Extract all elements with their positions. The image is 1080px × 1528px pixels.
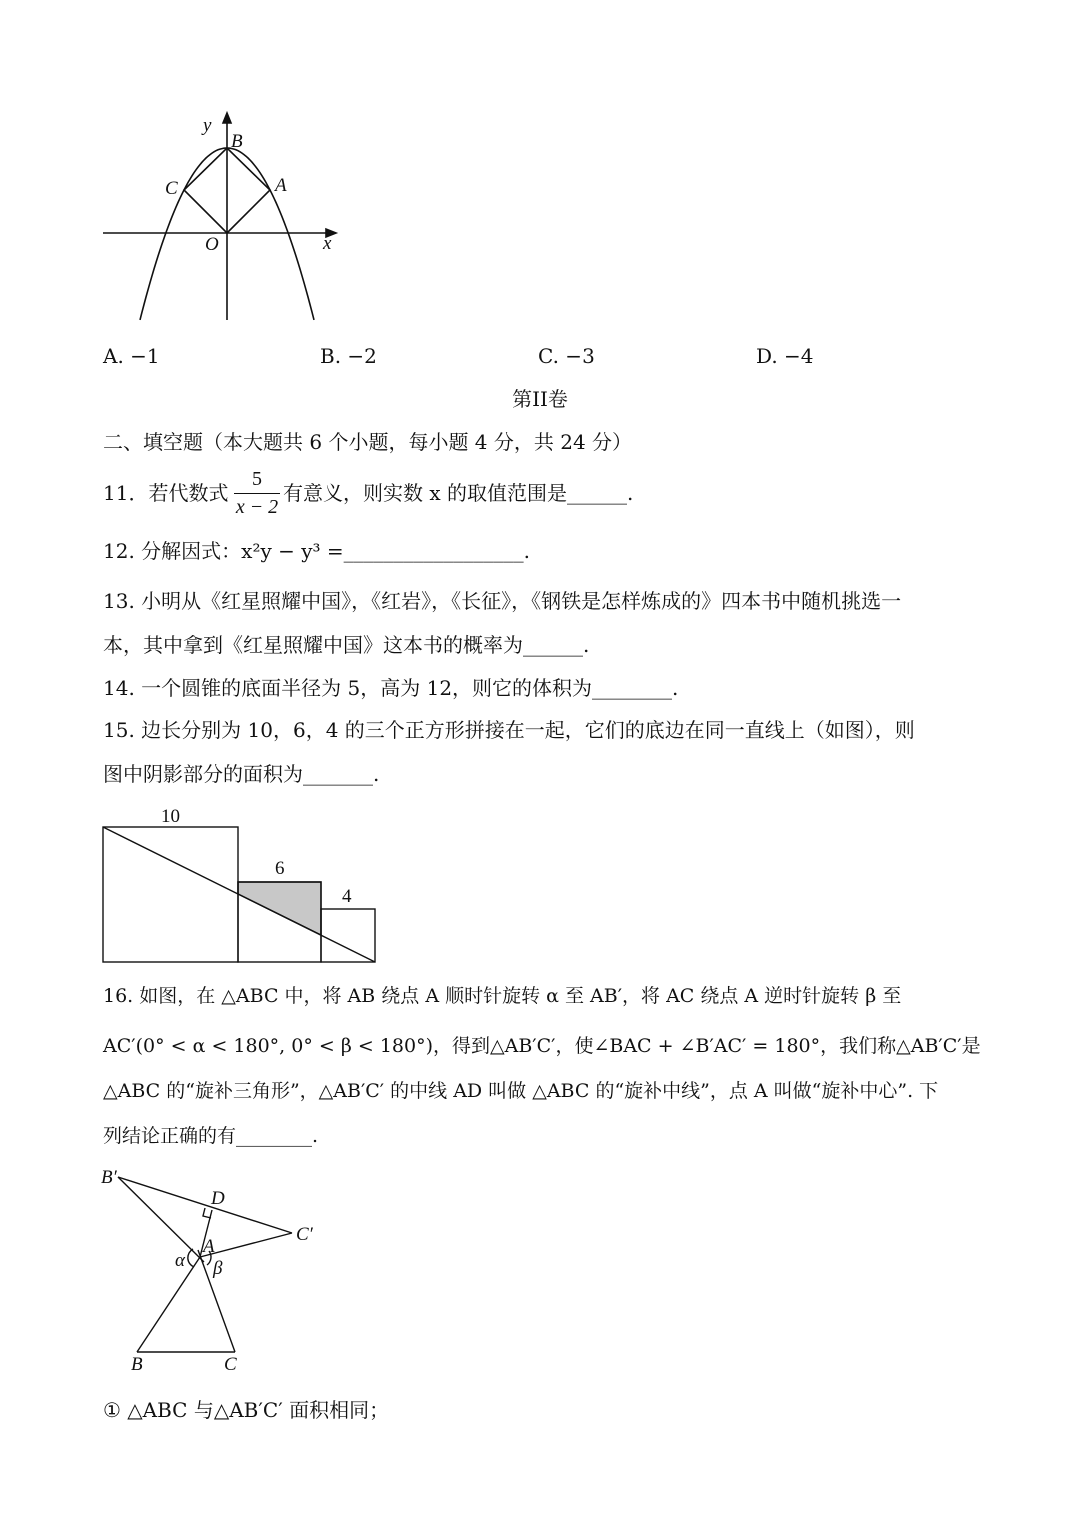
label-B: B bbox=[131, 1354, 143, 1375]
question-13-line-1: 13. 小明从《红星照耀中国》，《红岩》，《长征》，《钢铁是怎样炼成的》四本书中随机挑选一 bbox=[103, 589, 902, 613]
segment-B1C1 bbox=[118, 1177, 292, 1233]
question-12: 12. 分解因式：x²y − y³ =__________________. bbox=[103, 539, 531, 563]
label-y: y bbox=[203, 115, 212, 136]
label-4: 4 bbox=[342, 886, 352, 907]
question-15-line-2: 图中阴影部分的面积为_______. bbox=[103, 762, 380, 786]
question-16-line-4: 列结论正确的有________. bbox=[103, 1125, 319, 1147]
y-axis-arrow bbox=[223, 113, 231, 123]
q11-denominator: x − 2 bbox=[235, 496, 279, 518]
q11-numerator: 5 bbox=[234, 468, 280, 494]
option-b: B. −2 bbox=[320, 344, 377, 368]
question-16-line-2: AC′(0° < α < 180°, 0° < β < 180°)，得到△AB′C′，使∠BAC + ∠B′AC′ = 180°，我们称△AB′C′是 bbox=[103, 1035, 981, 1057]
option-a: A. −1 bbox=[103, 344, 160, 368]
parabola-figure bbox=[103, 113, 336, 320]
shaded-region bbox=[238, 882, 321, 935]
label-C-prime: C′ bbox=[296, 1224, 313, 1245]
label-D: D bbox=[211, 1188, 225, 1209]
label-A: A bbox=[203, 1236, 215, 1257]
section-header: 二、填空题（本大题共 6 个小题，每小题 4 分，共 24 分） bbox=[103, 430, 633, 454]
diagonal-line bbox=[103, 827, 375, 962]
label-C: C bbox=[224, 1354, 237, 1375]
q11-suffix: 有意义，则实数 x 的取值范围是______. bbox=[283, 481, 634, 505]
q11-prefix: 11．若代数式 bbox=[103, 481, 229, 505]
segment-AB bbox=[137, 1257, 200, 1352]
q11-fraction bbox=[234, 468, 280, 519]
label-C: C bbox=[165, 178, 178, 199]
question-13-line-2: 本，其中拿到《红星照耀中国》这本书的概率为______. bbox=[103, 633, 590, 657]
triangle-figure bbox=[118, 1177, 292, 1352]
label-B-prime: B′ bbox=[101, 1167, 117, 1188]
question-15-line-1: 15. 边长分别为 10，6，4 的三个正方形拼接在一起，它们的底边在同一直线上（如图），则 bbox=[103, 718, 915, 742]
option-d: D. −4 bbox=[756, 344, 814, 368]
label-A: A bbox=[275, 175, 287, 196]
section-title: 第II卷 bbox=[512, 387, 568, 411]
label-10: 10 bbox=[161, 806, 180, 827]
question-14: 14. 一个圆锥的底面半径为 5，高为 12，则它的体积为________. bbox=[103, 676, 679, 700]
label-x: x bbox=[323, 233, 332, 254]
question-16-line-1: 16. 如图，在 △ABC 中，将 AB 绕点 A 顺时针旋转 α 至 AB′，将 AC 绕点 A 逆时针旋转 β 至 bbox=[103, 985, 902, 1007]
square-4 bbox=[321, 909, 375, 962]
option-c: C. −3 bbox=[538, 344, 595, 368]
question-16-line-3: △ABC 的“旋补三角形”，△AB′C′ 的中线 AD 叫做 △ABC 的“旋补中线”，点 A 叫做“旋补中心”. 下 bbox=[103, 1080, 939, 1102]
label-O: O bbox=[205, 234, 219, 255]
label-B: B bbox=[231, 131, 243, 152]
label-beta: β bbox=[213, 1258, 223, 1279]
segment-B1A bbox=[118, 1177, 204, 1262]
label-alpha: α bbox=[175, 1250, 185, 1271]
square-10 bbox=[103, 827, 238, 962]
label-6: 6 bbox=[275, 858, 285, 879]
question-16-statement-1: ① △ABC 与△AB′C′ 面积相同； bbox=[103, 1398, 390, 1422]
squares-figure bbox=[103, 827, 375, 962]
